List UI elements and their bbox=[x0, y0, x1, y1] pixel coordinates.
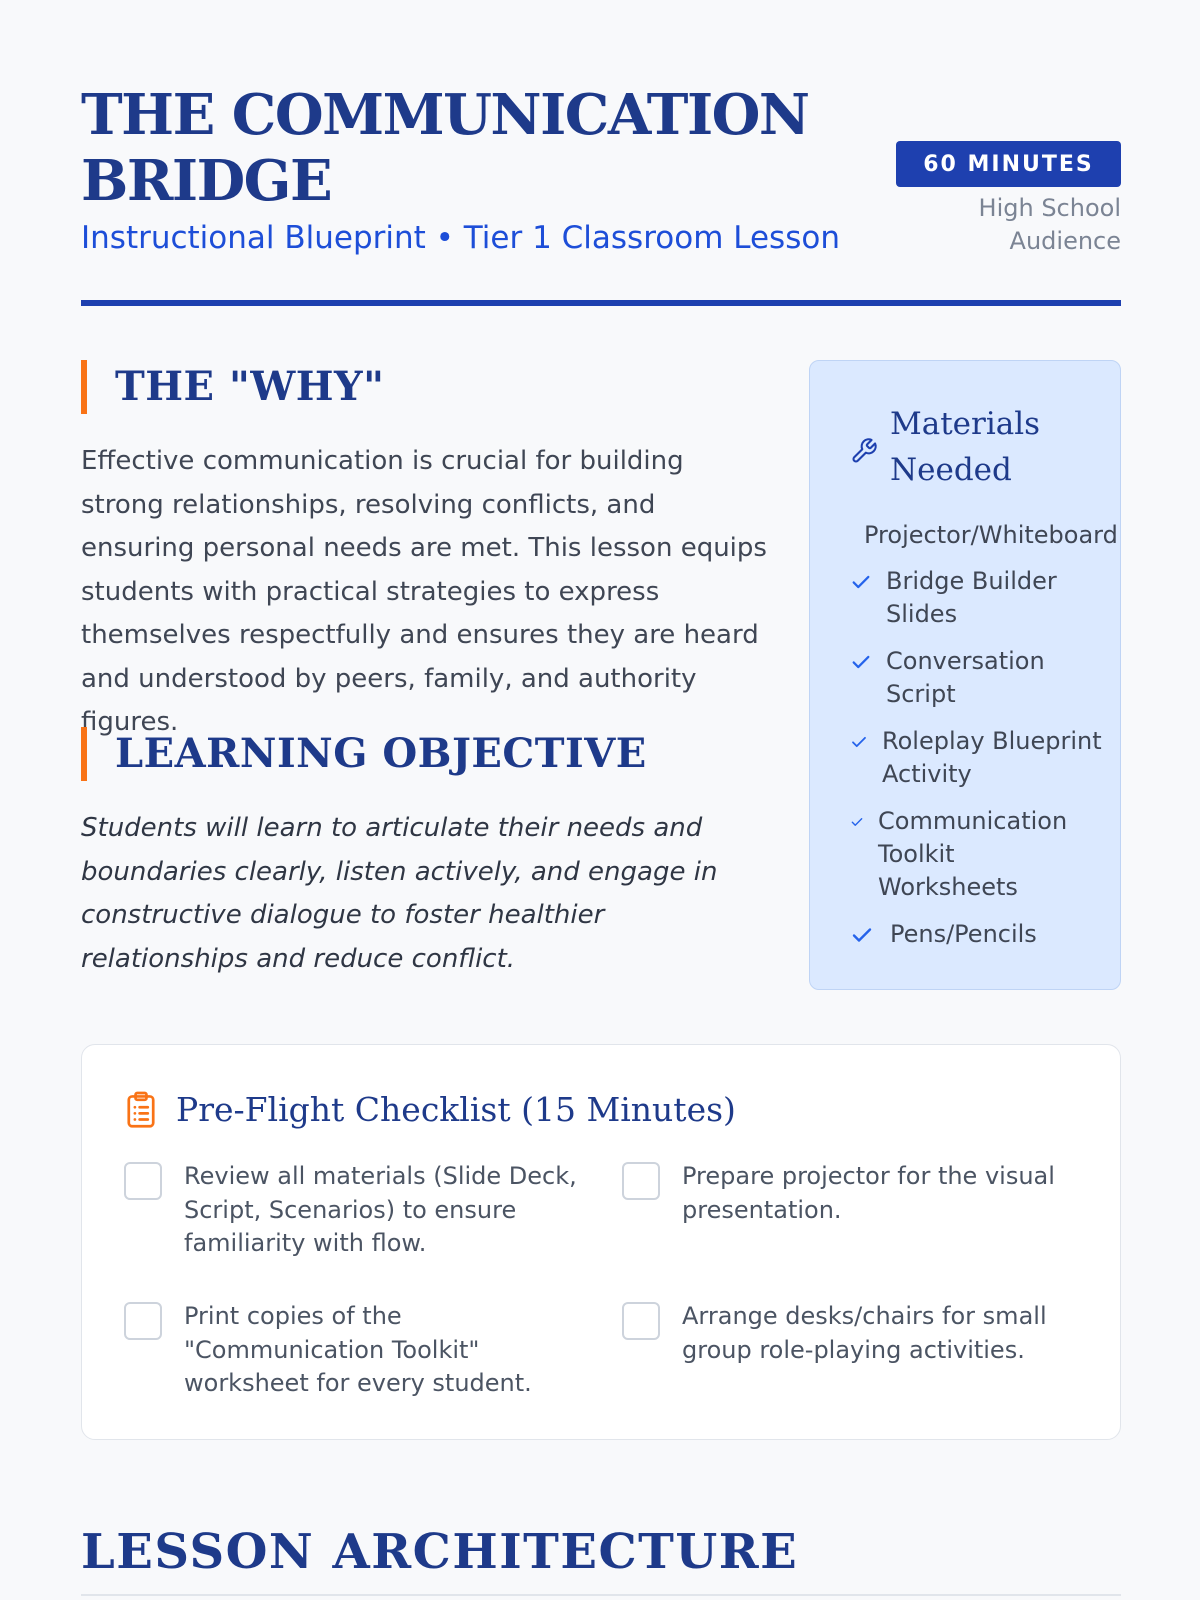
task-label: Review all materials (Slide Deck, Script, Scenarios) to ensure familiarity with flow. bbox=[184, 1162, 577, 1257]
task-checkbox[interactable] bbox=[622, 1302, 660, 1340]
task-checkbox[interactable] bbox=[124, 1302, 162, 1340]
task-label: Arrange desks/chairs for small group role-playing activities. bbox=[682, 1302, 1047, 1364]
duration-badge: 60 MINUTES bbox=[896, 141, 1121, 187]
objective-heading: LEARNING OBJECTIVE bbox=[81, 727, 781, 781]
material-label: Pens/Pencils bbox=[890, 920, 1037, 948]
page-title: THE COMMUNICATION BRIDGE bbox=[81, 82, 809, 214]
lesson-header bbox=[81, 82, 1121, 306]
check-icon bbox=[850, 923, 874, 947]
wrench-icon bbox=[850, 437, 878, 465]
material-label: Roleplay Blueprint Activity bbox=[882, 727, 1102, 788]
task-label: Prepare projector for the visual presentation. bbox=[682, 1162, 1055, 1224]
material-label: Bridge Builder Slides bbox=[886, 567, 1057, 628]
check-icon bbox=[850, 651, 872, 673]
task-checkbox[interactable] bbox=[622, 1162, 660, 1200]
task-label: Print copies of the "Communication Toolkit" worksheet for every student. bbox=[184, 1302, 532, 1397]
material-label: Communication Toolkit Worksheets bbox=[878, 807, 1068, 901]
preflight-checklist bbox=[81, 1044, 1121, 1440]
why-heading: THE "WHY" bbox=[81, 360, 781, 414]
check-icon bbox=[850, 571, 872, 593]
material-item: Projector/Whiteboard bbox=[864, 521, 1118, 549]
why-paragraph: Effective communication is crucial for building strong relationships, resolving conflicts, and ensuring personal needs are met. This lesson equips students with practical strategies to express themselves respectfully and ensures they are heard and understood by peers, family, and authority figures. bbox=[81, 446, 767, 737]
lesson-architecture-heading: LESSON ARCHITECTURE bbox=[81, 1524, 799, 1580]
materials-card bbox=[809, 360, 1121, 990]
page-subtitle: Instructional Blueprint • Tier 1 Classroom Lesson bbox=[81, 220, 840, 256]
task-checkbox[interactable] bbox=[124, 1162, 162, 1200]
checklist-title: Pre-Flight Checklist (15 Minutes) bbox=[176, 1090, 736, 1129]
check-icon bbox=[850, 733, 868, 751]
objective-paragraph: Students will learn to articulate their needs and boundaries clearly, listen actively, and engage in constructive dialogue to foster healthier relationships and reduce conflict. bbox=[81, 813, 718, 974]
lesson-page bbox=[81, 0, 1121, 1600]
materials-title: Materials Needed bbox=[890, 406, 1041, 488]
material-label: Conversation Script bbox=[886, 647, 1045, 708]
header-divider bbox=[81, 300, 1121, 306]
audience-label: High School Audience bbox=[978, 194, 1121, 255]
clipboard-icon bbox=[124, 1091, 158, 1129]
section-divider bbox=[81, 1594, 1121, 1596]
check-icon bbox=[850, 815, 864, 829]
